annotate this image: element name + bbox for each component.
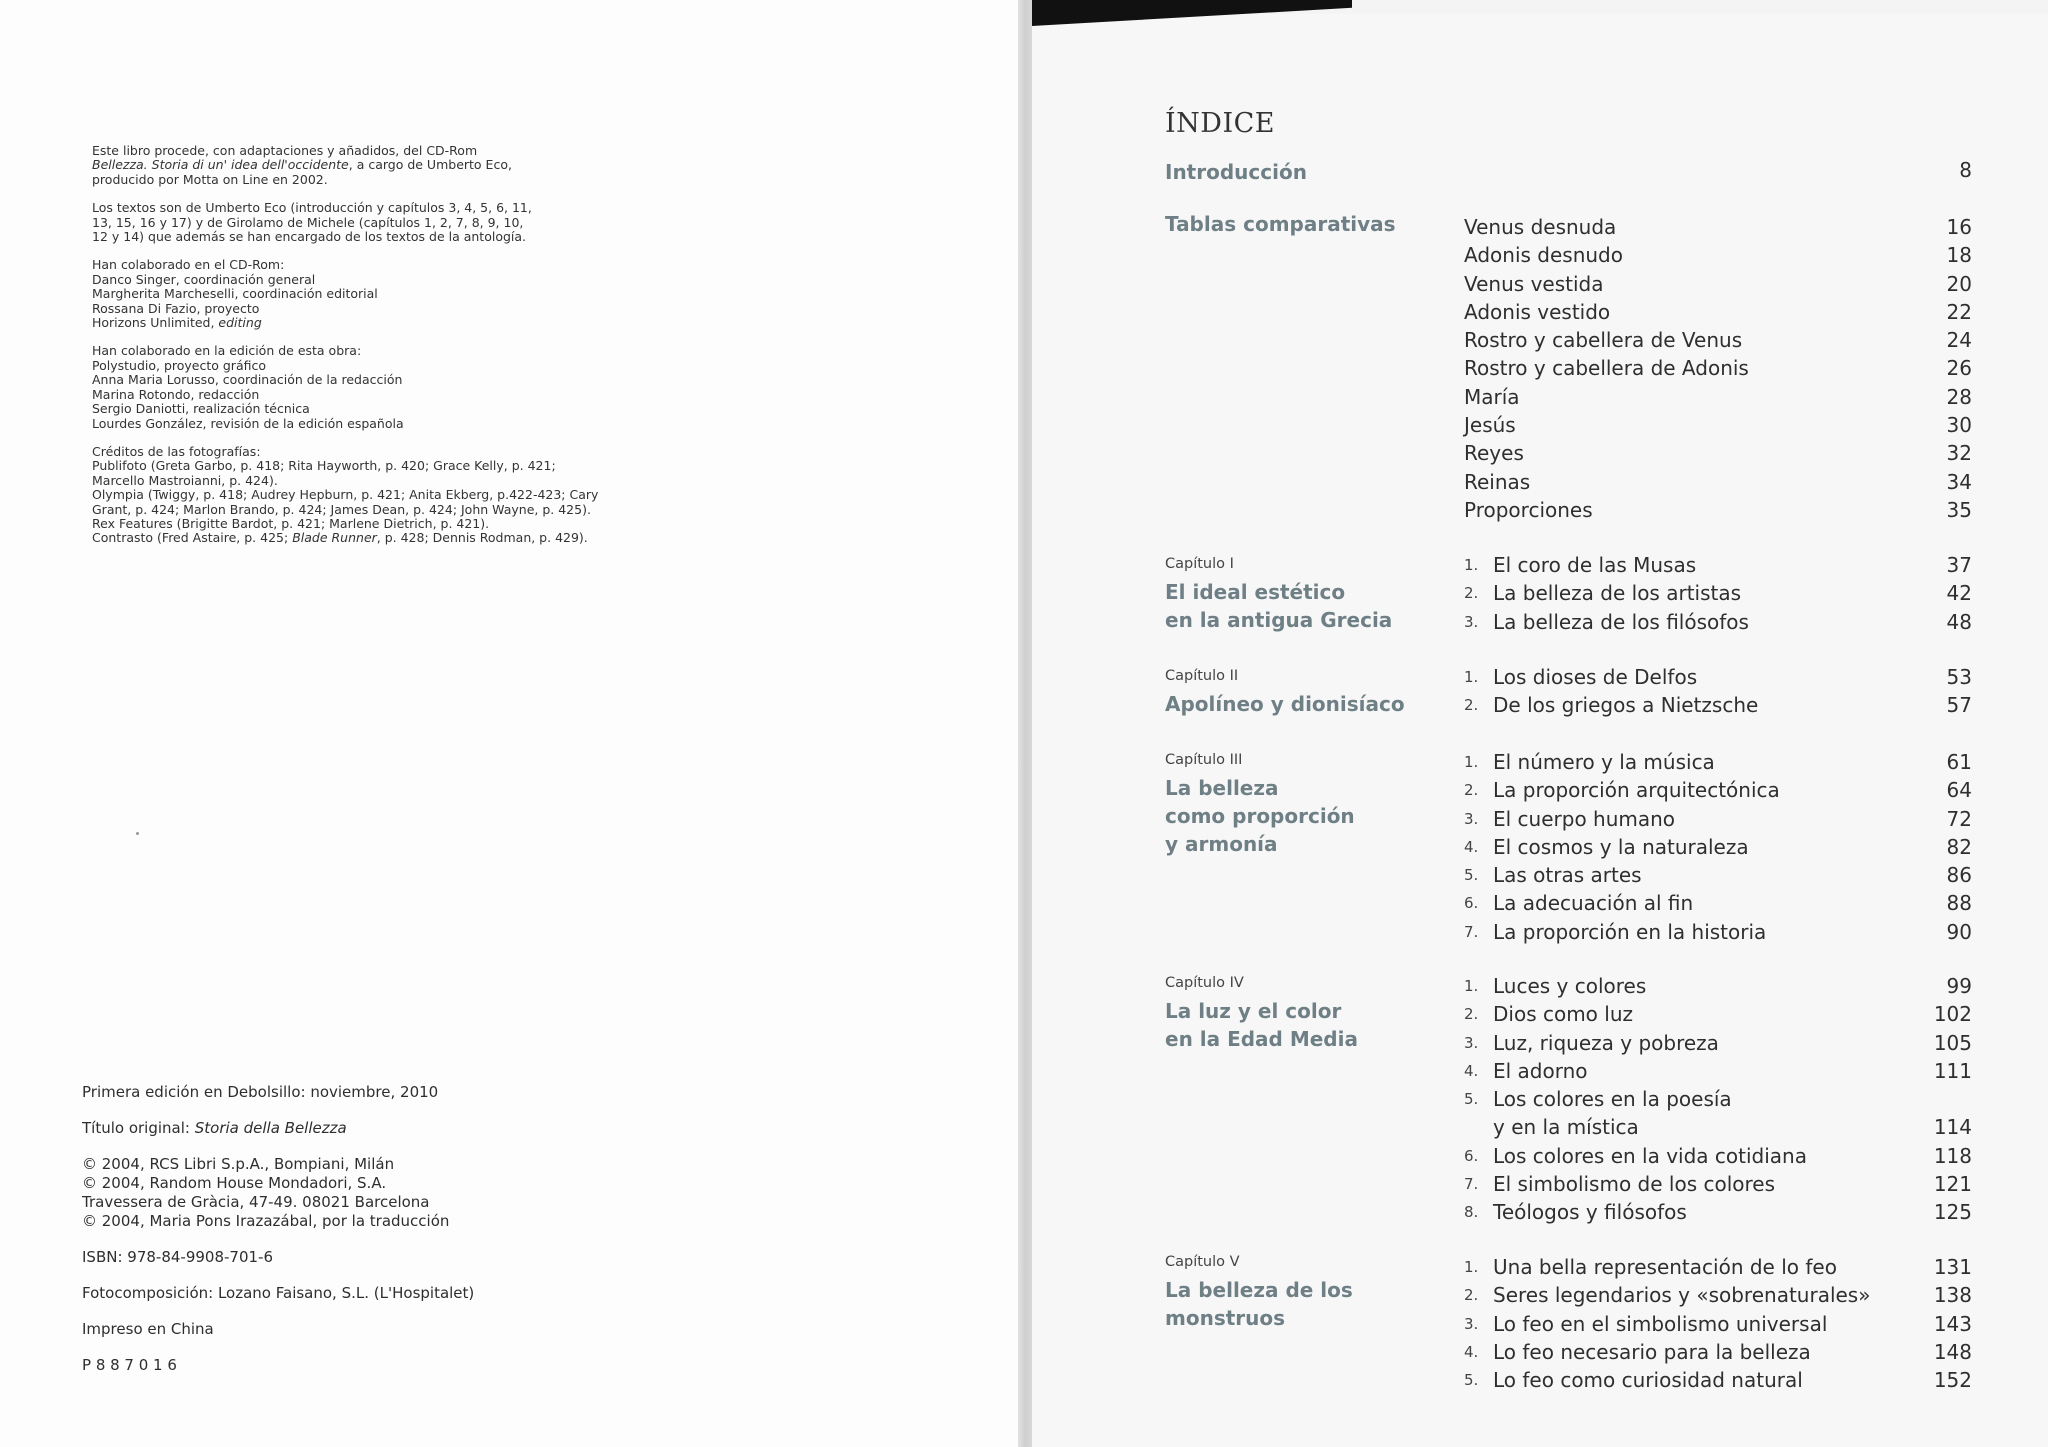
credits-paragraph: Los textos son de Umberto Eco (introducción y capítulos 3, 4, 5, 6, 11, 13, 15, 16 y 17) y de Girolamo de Michele (capítulos 1, 2, 7, 8, 9, 10, 12 y 14) que además se han encargado de los textos de la antología. <box>92 200 532 245</box>
entry-number: 4. <box>1464 837 1479 856</box>
entry-page-number: 125 <box>1933 1200 1972 1225</box>
entry-title: El coro de las Musas <box>1493 553 1697 577</box>
index-entry <box>1464 1338 1972 1366</box>
entry-title: Rostro y cabellera de Adonis <box>1464 356 1749 381</box>
entry-title: Proporciones <box>1464 497 1593 522</box>
entry-page-number: 22 <box>1946 299 1972 324</box>
entry-title: El número y la música <box>1493 750 1715 774</box>
index-entry <box>1464 805 1972 833</box>
entry-page-number: 16 <box>1946 215 1972 239</box>
entry-title: Venus desnuda <box>1464 215 1617 239</box>
section-title: La belleza de los monstruos <box>1165 1278 1353 1330</box>
entry-title: Una bella representación de lo feo <box>1493 1255 1837 1279</box>
entry-page-number: 138 <box>1933 1283 1972 1308</box>
index-entries <box>1464 663 1972 720</box>
entry-title: Los colores en la poesía y en la mística <box>1493 1087 1732 1140</box>
entry-number: 1. <box>1464 556 1479 574</box>
entry-number: 2. <box>1464 1005 1479 1024</box>
entry-number: 3. <box>1464 809 1479 828</box>
entry-title: La proporción en la historia <box>1493 919 1767 944</box>
section-title: Introducción <box>1165 160 1307 184</box>
entry-page-number: 18 <box>1946 243 1972 268</box>
entry-page-number: 24 <box>1946 328 1972 353</box>
index-section-heading <box>1165 1254 1465 1332</box>
index-section-heading <box>1165 158 1465 186</box>
entry-number: 5. <box>1464 1090 1479 1109</box>
index-entry <box>1464 889 1972 917</box>
entry-page-number: 35 <box>1946 497 1972 522</box>
index-entry <box>1464 270 1972 298</box>
entry-title: Adonis vestido <box>1464 299 1611 324</box>
index-entry <box>1464 776 1972 804</box>
entry-number: 7. <box>1464 1175 1479 1194</box>
entry-page-number: 82 <box>1946 834 1972 859</box>
entry-page-number: 99 <box>1946 974 1972 998</box>
index-entry <box>1464 1085 1972 1142</box>
entry-number: 2. <box>1464 781 1479 800</box>
index-entry <box>1464 213 1972 241</box>
entry-number: 7. <box>1464 922 1479 941</box>
imprint-paragraph: ISBN: 978-84-9908-701-6 <box>82 1248 273 1266</box>
entry-title: Luces y colores <box>1493 974 1647 998</box>
index-entry <box>1464 1000 1972 1028</box>
entry-title: Adonis desnudo <box>1464 243 1623 268</box>
entry-title: Los dioses de Delfos <box>1493 665 1698 689</box>
entry-number: 2. <box>1464 584 1479 603</box>
entry-title: De los griegos a Nietzsche <box>1493 693 1759 718</box>
chapter-label: Capítulo V <box>1165 1254 1240 1270</box>
entry-title: Lo feo en el simbolismo universal <box>1493 1311 1828 1336</box>
entry-title: Lo feo necesario para la belleza <box>1493 1339 1811 1364</box>
entry-number: 4. <box>1464 1061 1479 1080</box>
entry-title: El cuerpo humano <box>1493 806 1676 831</box>
imprint-paragraph: Título original: Storia della Bellezza <box>82 1119 347 1137</box>
entry-page-number: 53 <box>1946 665 1972 689</box>
entry-page-number: 118 <box>1933 1143 1972 1168</box>
imprint-paragraph: © 2004, RCS Libri S.p.A., Bompiani, Milán © 2004, Random House Mondadori, S.A. Travessera de Gràcia, 47-49. 08021 Barcelona © 2004, Maria Pons Irazazábal, por la traducción <box>82 1155 450 1230</box>
index-entry <box>1464 861 1972 889</box>
index-entries <box>1464 972 1972 1227</box>
entry-title: La adecuación al fin <box>1493 891 1694 916</box>
entry-title: Los colores en la vida cotidiana <box>1493 1143 1807 1168</box>
entry-page-number: 102 <box>1933 1002 1972 1027</box>
index-entry <box>1464 691 1972 719</box>
left-page <box>0 0 1020 1447</box>
index-entry <box>1464 1310 1972 1338</box>
section-title: La belleza como proporción y armonía <box>1165 776 1355 856</box>
entry-page-number: 42 <box>1946 581 1972 606</box>
section-title: El ideal estético en la antigua Grecia <box>1165 580 1393 632</box>
entry-number: 8. <box>1464 1203 1479 1222</box>
chapter-label: Capítulo IV <box>1165 975 1244 991</box>
index-entry <box>1464 326 1972 354</box>
index-section-heading <box>1165 975 1465 1053</box>
entry-title: Luz, riqueza y pobreza <box>1493 1030 1719 1055</box>
index-entries <box>1464 1253 1972 1394</box>
entry-page-number: 111 <box>1933 1058 1972 1083</box>
entry-page-number: 105 <box>1933 1030 1972 1055</box>
index-entry <box>1464 579 1972 607</box>
credits-paragraph: Han colaborado en la edición de esta obra: Polystudio, proyecto gráfico Anna Maria Lorusso, coordinación de la redacción Marina Rotondo, redacción Sergio Daniotti, realización técnica Lourdes González, revisión de la edición española <box>92 343 404 431</box>
imprint-block <box>82 1083 602 1392</box>
entry-number: 5. <box>1464 1371 1479 1390</box>
entry-page-number: 143 <box>1933 1311 1972 1336</box>
entry-title: Dios como luz <box>1493 1002 1634 1027</box>
entry-number: 2. <box>1464 696 1479 715</box>
credits-paragraph: Créditos de las fotografías: Publifoto (Greta Garbo, p. 418; Rita Hayworth, p. 420; Grace Kelly, p. 421; Marcello Mastroianni, p. 424). Olympia (Twiggy, p. 418; Audrey Hepburn, p. 421; Anita Ekberg, p.422-423; Cary Grant, p. 424; Marlon Brando, p. 424; James Dean, p. 424; John Wayne, p. 425). Rex Features (Brigitte Bardot, p. 421; Marlene Dietrich, p. 421). Contrasto (Fred Astaire, p. 425; Blade Runner, p. 428; Dennis Rodman, p. 429). <box>92 443 599 546</box>
entry-number: 4. <box>1464 1342 1479 1361</box>
index-entry <box>1464 1198 1972 1226</box>
index-entry <box>1464 1253 1972 1281</box>
index-title: ÍNDICE <box>1165 108 1275 139</box>
entry-number: 6. <box>1464 894 1479 913</box>
entry-page-number: 37 <box>1946 553 1972 577</box>
index-entry <box>1464 972 1972 1000</box>
section-page-number: 8 <box>1959 158 1972 182</box>
index-entry <box>1464 439 1972 467</box>
entry-title: Rostro y cabellera de Venus <box>1464 328 1743 353</box>
entry-title: Reinas <box>1464 469 1531 494</box>
index-entry <box>1464 918 1972 946</box>
entry-number: 3. <box>1464 1033 1479 1052</box>
entry-page-number: 34 <box>1946 469 1972 494</box>
index-section-heading <box>1165 556 1465 634</box>
index-section-heading <box>1165 210 1465 238</box>
index-entry <box>1464 1057 1972 1085</box>
index-entries <box>1464 748 1972 946</box>
entry-page-number: 90 <box>1946 919 1972 944</box>
entry-title: Las otras artes <box>1493 863 1642 888</box>
index-entry <box>1464 298 1972 326</box>
index-entry <box>1464 468 1972 496</box>
section-title: Tablas comparativas <box>1165 212 1396 236</box>
entry-page-number: 131 <box>1933 1255 1972 1279</box>
chapter-label: Capítulo III <box>1165 752 1243 768</box>
entry-title: El cosmos y la naturaleza <box>1493 834 1749 859</box>
credits-paragraph: Han colaborado en el CD-Rom: Danco Singer, coordinación general Margherita Marcheselli, coordinación editorial Rossana Di Fazio, proyecto Horizons Unlimited, editing <box>92 257 378 331</box>
entry-title: La proporción arquitectónica <box>1493 778 1780 803</box>
entry-page-number: 148 <box>1933 1339 1972 1364</box>
index-entry <box>1464 833 1972 861</box>
index-entry <box>1464 663 1972 691</box>
entry-title: Reyes <box>1464 441 1524 466</box>
entry-page-number: 61 <box>1946 750 1972 774</box>
entry-page-number: 86 <box>1946 863 1972 888</box>
entry-page-number: 30 <box>1946 413 1972 438</box>
chapter-label: Capítulo I <box>1165 556 1234 572</box>
entry-title: Lo feo como curiosidad natural <box>1493 1368 1803 1393</box>
entry-number: 2. <box>1464 1286 1479 1305</box>
entry-page-number: 72 <box>1946 806 1972 831</box>
index-entry <box>1464 354 1972 382</box>
index-section-heading <box>1165 752 1465 858</box>
entry-number: 6. <box>1464 1146 1479 1165</box>
entry-number: 1. <box>1464 977 1479 995</box>
index-entry <box>1464 383 1972 411</box>
entry-title: El simbolismo de los colores <box>1493 1172 1776 1197</box>
index-entries <box>1464 551 1972 636</box>
entry-title: La belleza de los filósofos <box>1493 609 1749 634</box>
entry-page-number: 20 <box>1946 271 1972 296</box>
index-entry <box>1464 1366 1972 1394</box>
section-title: Apolíneo y dionisíaco <box>1165 692 1405 716</box>
entry-page-number: 152 <box>1933 1368 1972 1393</box>
index-entry <box>1464 411 1972 439</box>
entry-page-number: 64 <box>1946 778 1972 803</box>
entry-title: Seres legendarios y «sobrenaturales» <box>1493 1283 1871 1308</box>
index-entries <box>1464 213 1972 524</box>
index-entry <box>1464 748 1972 776</box>
imprint-paragraph: P 8 8 7 0 1 6 <box>82 1356 177 1374</box>
index-section-heading <box>1165 668 1465 718</box>
entry-page-number: 121 <box>1933 1172 1972 1197</box>
index-entry <box>1464 496 1972 524</box>
index-entry <box>1464 1142 1972 1170</box>
entry-title: María <box>1464 384 1520 409</box>
entry-title: Jesús <box>1464 413 1516 438</box>
index-entry <box>1464 608 1972 636</box>
index-entry <box>1464 1029 1972 1057</box>
entry-number: 5. <box>1464 866 1479 885</box>
index-entry <box>1464 551 1972 579</box>
imprint-paragraph: Fotocomposición: Lozano Faisano, S.L. (L'Hospitalet) <box>82 1284 475 1302</box>
entry-title: La belleza de los artistas <box>1493 581 1742 606</box>
entry-number: 1. <box>1464 668 1479 686</box>
index-entry <box>1464 1170 1972 1198</box>
entry-page-number: 57 <box>1946 693 1972 718</box>
index-entry <box>1464 241 1972 269</box>
entry-number: 1. <box>1464 1258 1479 1276</box>
entry-number: 3. <box>1464 1314 1479 1333</box>
entry-page-number: 32 <box>1946 441 1972 466</box>
entry-number: 3. <box>1464 612 1479 631</box>
entry-title: Venus vestida <box>1464 271 1604 296</box>
entry-page-number: 28 <box>1946 384 1972 409</box>
entry-number: 1. <box>1464 753 1479 771</box>
entry-page-number: 26 <box>1946 356 1972 381</box>
page-speck <box>136 832 139 835</box>
entry-page-number: 88 <box>1946 891 1972 916</box>
credits-block <box>92 144 612 560</box>
entry-title: Teólogos y filósofos <box>1493 1200 1687 1225</box>
entry-page-number: 48 <box>1946 609 1972 634</box>
entry-page-number: 114 <box>1933 1115 1972 1140</box>
chapter-label: Capítulo II <box>1165 668 1239 684</box>
index-entry <box>1464 1281 1972 1309</box>
entry-title: El adorno <box>1493 1058 1588 1083</box>
imprint-paragraph: Primera edición en Debolsillo: noviembre, 2010 <box>82 1083 439 1101</box>
credits-paragraph: Este libro procede, con adaptaciones y añadidos, del CD-Rom Bellezza. Storia di un' idea dell'occidente, a cargo de Umberto Eco, producido por Motta on Line en 2002. <box>92 143 512 187</box>
imprint-paragraph: Impreso en China <box>82 1320 214 1338</box>
section-title: La luz y el color en la Edad Media <box>1165 999 1358 1051</box>
